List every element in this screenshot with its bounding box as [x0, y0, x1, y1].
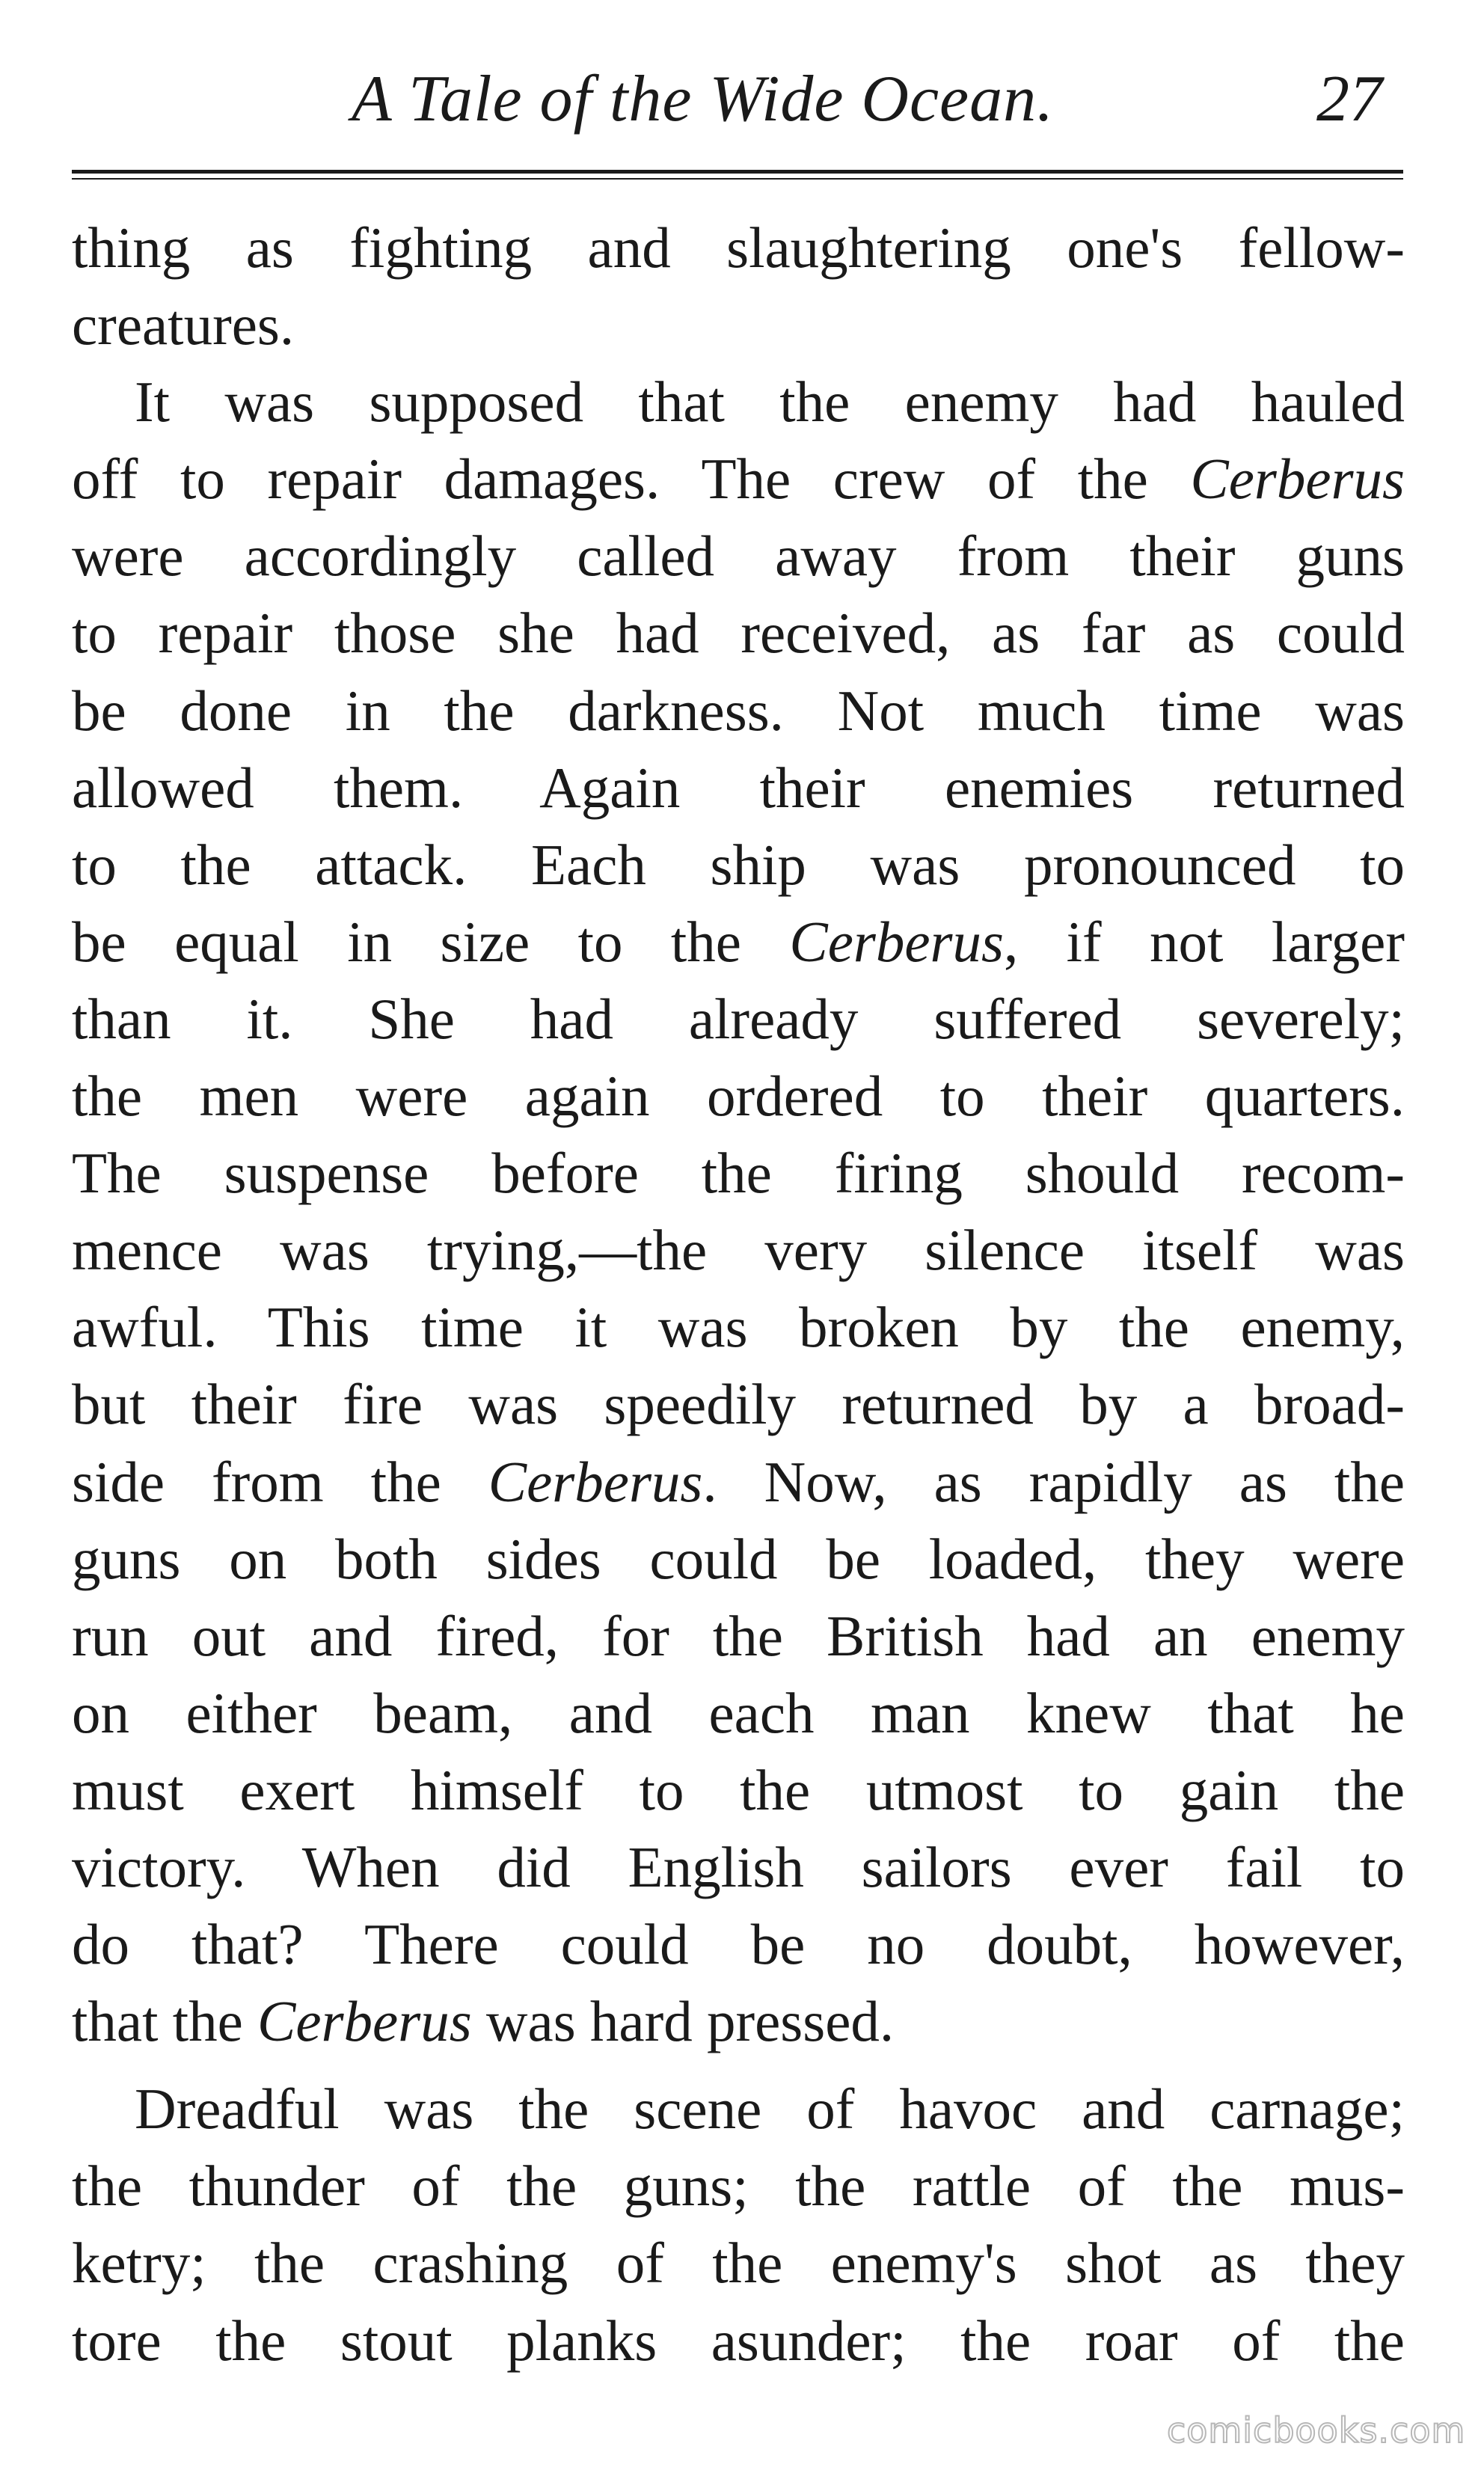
text-line: the men were again ordered to their quarters. [72, 1064, 1405, 1129]
ship-name: Cerberus [789, 909, 1004, 974]
text-line: mence was trying,—the very silence itself was [72, 1218, 1405, 1283]
text-line: be equal in size to the Cerberus, if not larger [72, 909, 1405, 974]
text-line: to the attack. Each ship was pronounced to [72, 832, 1405, 897]
body-text [72, 209, 1405, 2380]
text-line: off to repair damages. The crew of the Cerberus [72, 447, 1405, 512]
text-line: than it. She had already suffered severely; [72, 986, 1405, 1051]
text-line: allowed them. Again their enemies returned [72, 755, 1405, 820]
header-rule-thin [72, 178, 1403, 180]
text-line: that the Cerberus was hard pressed. [72, 1989, 895, 2054]
text-line: be done in the darkness. Not much time was [72, 678, 1405, 743]
text-line: to repair those she had received, as far as could [72, 601, 1405, 666]
text-line: the thunder of the guns; the rattle of the mus- [72, 2154, 1405, 2219]
text-line: victory. When did English sailors ever fail to [72, 1834, 1405, 1899]
text-line: awful. This time it was broken by the enemy, [72, 1295, 1405, 1360]
text-line: but their fire was speedily returned by a broad- [72, 1372, 1405, 1437]
ship-name: Cerberus [257, 1989, 472, 2054]
text-line: guns on both sides could be loaded, they were [72, 1526, 1405, 1591]
ship-name: Cerberus [488, 1449, 703, 1514]
watermark-logo: comicbooks.com [1167, 2410, 1466, 2451]
text-line: side from the Cerberus. Now, as rapidly as the [72, 1449, 1405, 1514]
running-title: A Tale of the Wide Ocean. [352, 63, 1055, 135]
text-line: run out and fired, for the British had an enemy [72, 1603, 1405, 1668]
text-line: tore the stout planks asunder; the roar of the [72, 2308, 1405, 2373]
text-line: on either beam, and each man knew that he [72, 1680, 1405, 1745]
text-line: must exert himself to the utmost to gain the [72, 1757, 1405, 1822]
text-line: Dreadful was the scene of havoc and carnage; [135, 2077, 1405, 2142]
text-line: ketry; the crashing of the enemy's shot as they [72, 2231, 1405, 2296]
text-line: It was supposed that the enemy had hauled [135, 370, 1405, 435]
text-line: were accordingly called away from their guns [72, 524, 1405, 589]
text-line: The suspense before the firing should recom- [72, 1141, 1405, 1206]
page-header [0, 45, 1484, 157]
text-line: thing as fighting and slaughtering one's fellow- [72, 215, 1405, 280]
header-rule [72, 170, 1403, 174]
text-line: creatures. [72, 292, 295, 358]
page-number: 27 [1316, 63, 1382, 135]
text-line: do that? There could be no doubt, however, [72, 1912, 1405, 1977]
ship-name: Cerberus [1190, 447, 1405, 512]
